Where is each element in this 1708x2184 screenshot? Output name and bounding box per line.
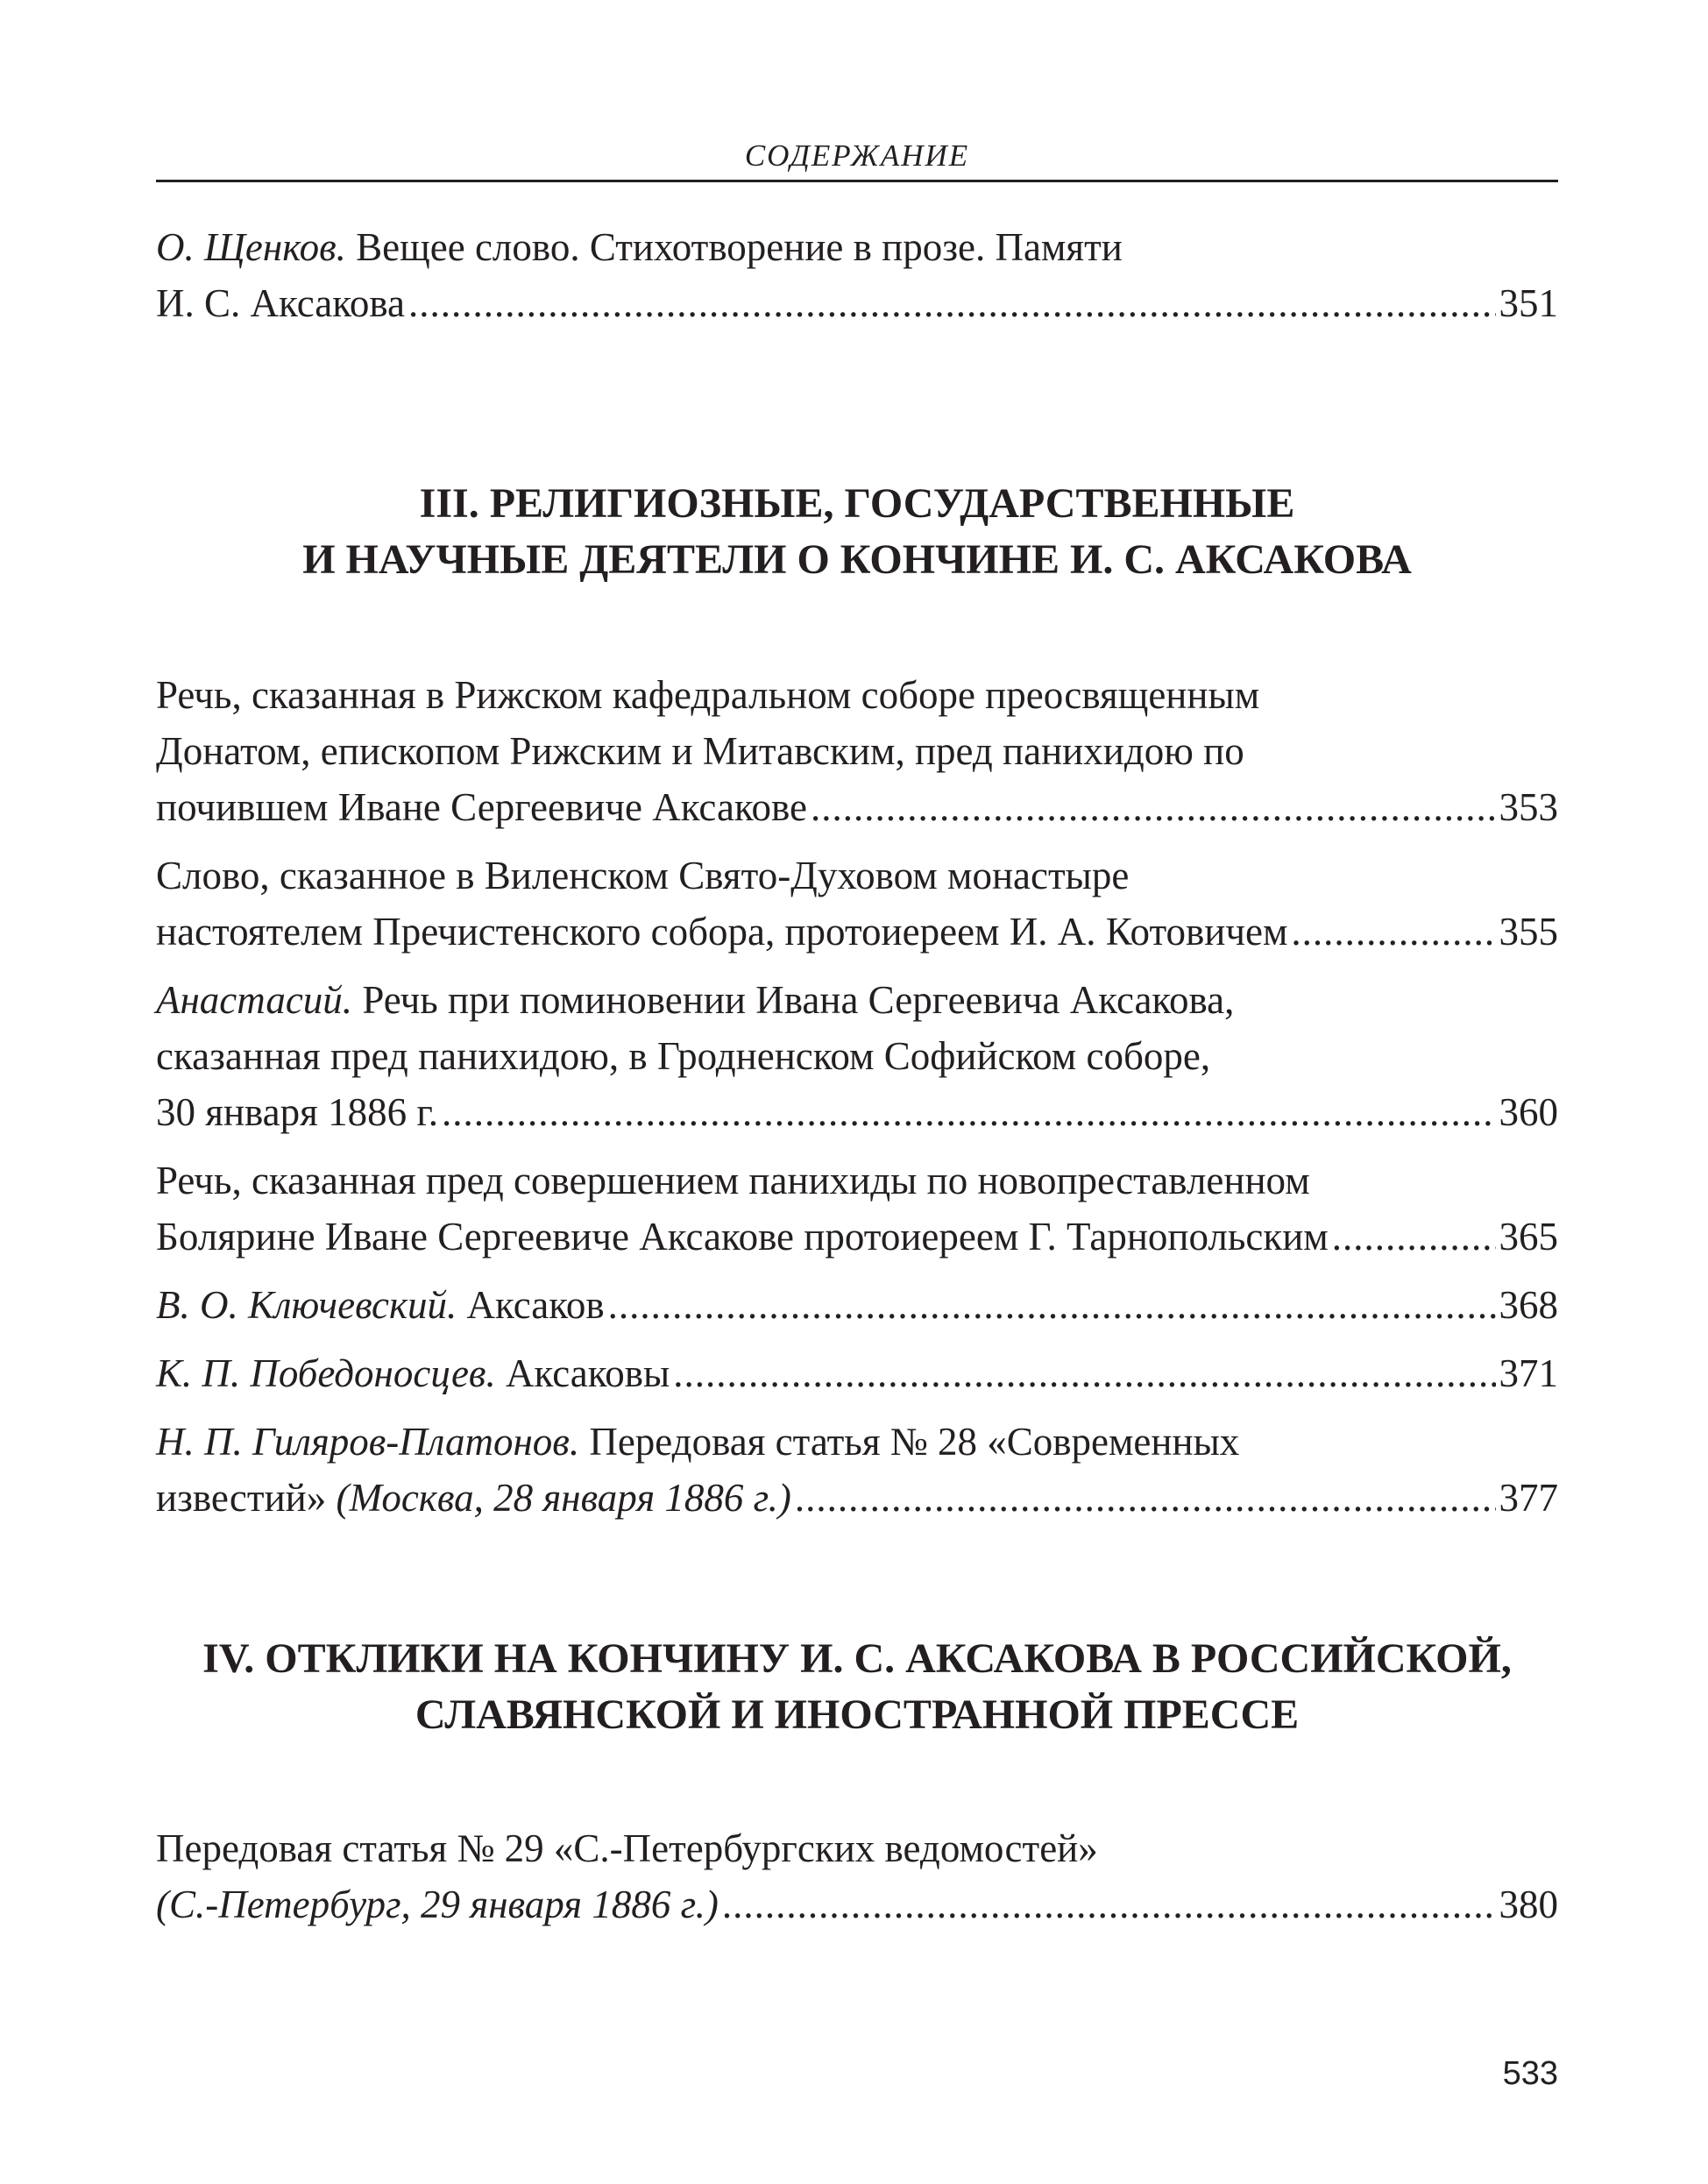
entry-source: (Москва, 28 января 1886 г.)	[336, 1476, 791, 1520]
entry-title-end: настоятелем Пречистенского собора, протоиереем И. А. Котовичем	[156, 910, 1288, 954]
section-3-heading	[156, 476, 1558, 588]
dot-leader	[608, 1277, 1496, 1333]
section-title-line: СЛАВЯНСКОЙ И ИНОСТРАННОЙ ПРЕССЕ	[415, 1691, 1300, 1738]
dot-leader	[673, 1345, 1495, 1401]
entry-author: В. О. Ключевский.	[156, 1283, 457, 1327]
page-number: 380	[1499, 1883, 1558, 1926]
toc-entry-spb-vedomosti[interactable]	[156, 1820, 1558, 1932]
entry-title-end: Болярине Иване Сергеевиче Аксакове протоиереем Г. Тарнопольским	[156, 1215, 1329, 1259]
toc-entry-klyuchevsky[interactable]	[156, 1277, 1558, 1333]
page-number: 353	[1499, 785, 1558, 829]
entry-title-end: известий»	[156, 1476, 327, 1520]
entry-author: Анастасий.	[156, 978, 353, 1022]
entry-title: Вещее слово. Стихотворение в прозе. Памяти	[356, 225, 1123, 269]
toc-entry-kotovich[interactable]	[156, 847, 1558, 960]
dot-leader	[408, 275, 1496, 331]
entry-author: О. Щенков.	[156, 225, 346, 269]
dot-leader	[811, 779, 1496, 835]
entry-title: сказанная пред панихидою, в Гродненском Софийском соборе,	[156, 1034, 1211, 1078]
toc-entry-shchenkov[interactable]	[156, 219, 1558, 331]
dot-leader	[795, 1470, 1496, 1526]
entry-source: (С.-Петербург, 29 января 1886 г.)	[156, 1883, 719, 1926]
toc-entry-gilyarov-platonov[interactable]	[156, 1414, 1558, 1526]
entry-author: Н. П. Гиляров-Платонов.	[156, 1420, 580, 1464]
entry-title-end: И. С. Аксакова	[156, 281, 405, 325]
toc-entry-anastasiy[interactable]	[156, 972, 1558, 1140]
section-title-line: III. РЕЛИГИОЗНЫЕ, ГОСУДАРСТВЕННЫЕ	[419, 480, 1295, 527]
toc-entry-donat[interactable]	[156, 667, 1558, 835]
dot-leader	[722, 1876, 1496, 1932]
section-4-heading	[156, 1631, 1558, 1743]
toc-content	[156, 219, 1558, 1932]
toc-entry-tarnopolsky[interactable]	[156, 1152, 1558, 1265]
dot-leader	[442, 1084, 1496, 1140]
entry-title: Передовая статья № 28 «Современных	[589, 1420, 1240, 1464]
entry-title: Речь при поминовении Ивана Сергеевича Аксакова,	[362, 978, 1235, 1022]
page-number: 360	[1499, 1090, 1558, 1134]
page-number: 365	[1499, 1215, 1558, 1259]
folio-page-number: 533	[1502, 2055, 1558, 2092]
running-head: СОДЕРЖАНИЕ	[744, 138, 970, 173]
entry-title: Речь, сказанная пред совершением панихиды по новопреставленном	[156, 1159, 1310, 1202]
dot-leader	[1291, 904, 1495, 960]
entry-title: Аксаковы	[505, 1351, 670, 1395]
toc-entry-pobedonostsev[interactable]	[156, 1345, 1558, 1401]
entry-title: Передовая статья № 29 «С.-Петербургских ведомостей»	[156, 1826, 1098, 1870]
entry-title: Речь, сказанная в Рижском кафедральном соборе преосвященным	[156, 673, 1260, 717]
entry-title-end: почившем Иване Сергеевиче Аксакове	[156, 785, 807, 829]
page-number: 371	[1499, 1351, 1558, 1395]
dot-leader	[1332, 1209, 1496, 1265]
entry-title: Донатом, епископом Рижским и Митавским, пред панихидою по	[156, 729, 1244, 773]
header-rule	[156, 180, 1558, 182]
page-number: 355	[1499, 910, 1558, 954]
entry-author: К. П. Победоносцев.	[156, 1351, 496, 1395]
entry-title-end: 30 января 1886 г.	[156, 1090, 438, 1134]
entry-title: Аксаков	[466, 1283, 605, 1327]
page-number: 351	[1499, 281, 1558, 325]
section-title-line: И НАУЧНЫЕ ДЕЯТЕЛИ О КОНЧИНЕ И. С. АКСАКОВА	[302, 536, 1412, 583]
page-number: 377	[1499, 1476, 1558, 1520]
entry-title: Слово, сказанное в Виленском Свято-Духовом монастыре	[156, 854, 1130, 897]
page-number: 368	[1499, 1283, 1558, 1327]
section-title-line: IV. ОТКЛИКИ НА КОНЧИНУ И. С. АКСАКОВА В РОССИЙСКОЙ,	[202, 1635, 1512, 1682]
